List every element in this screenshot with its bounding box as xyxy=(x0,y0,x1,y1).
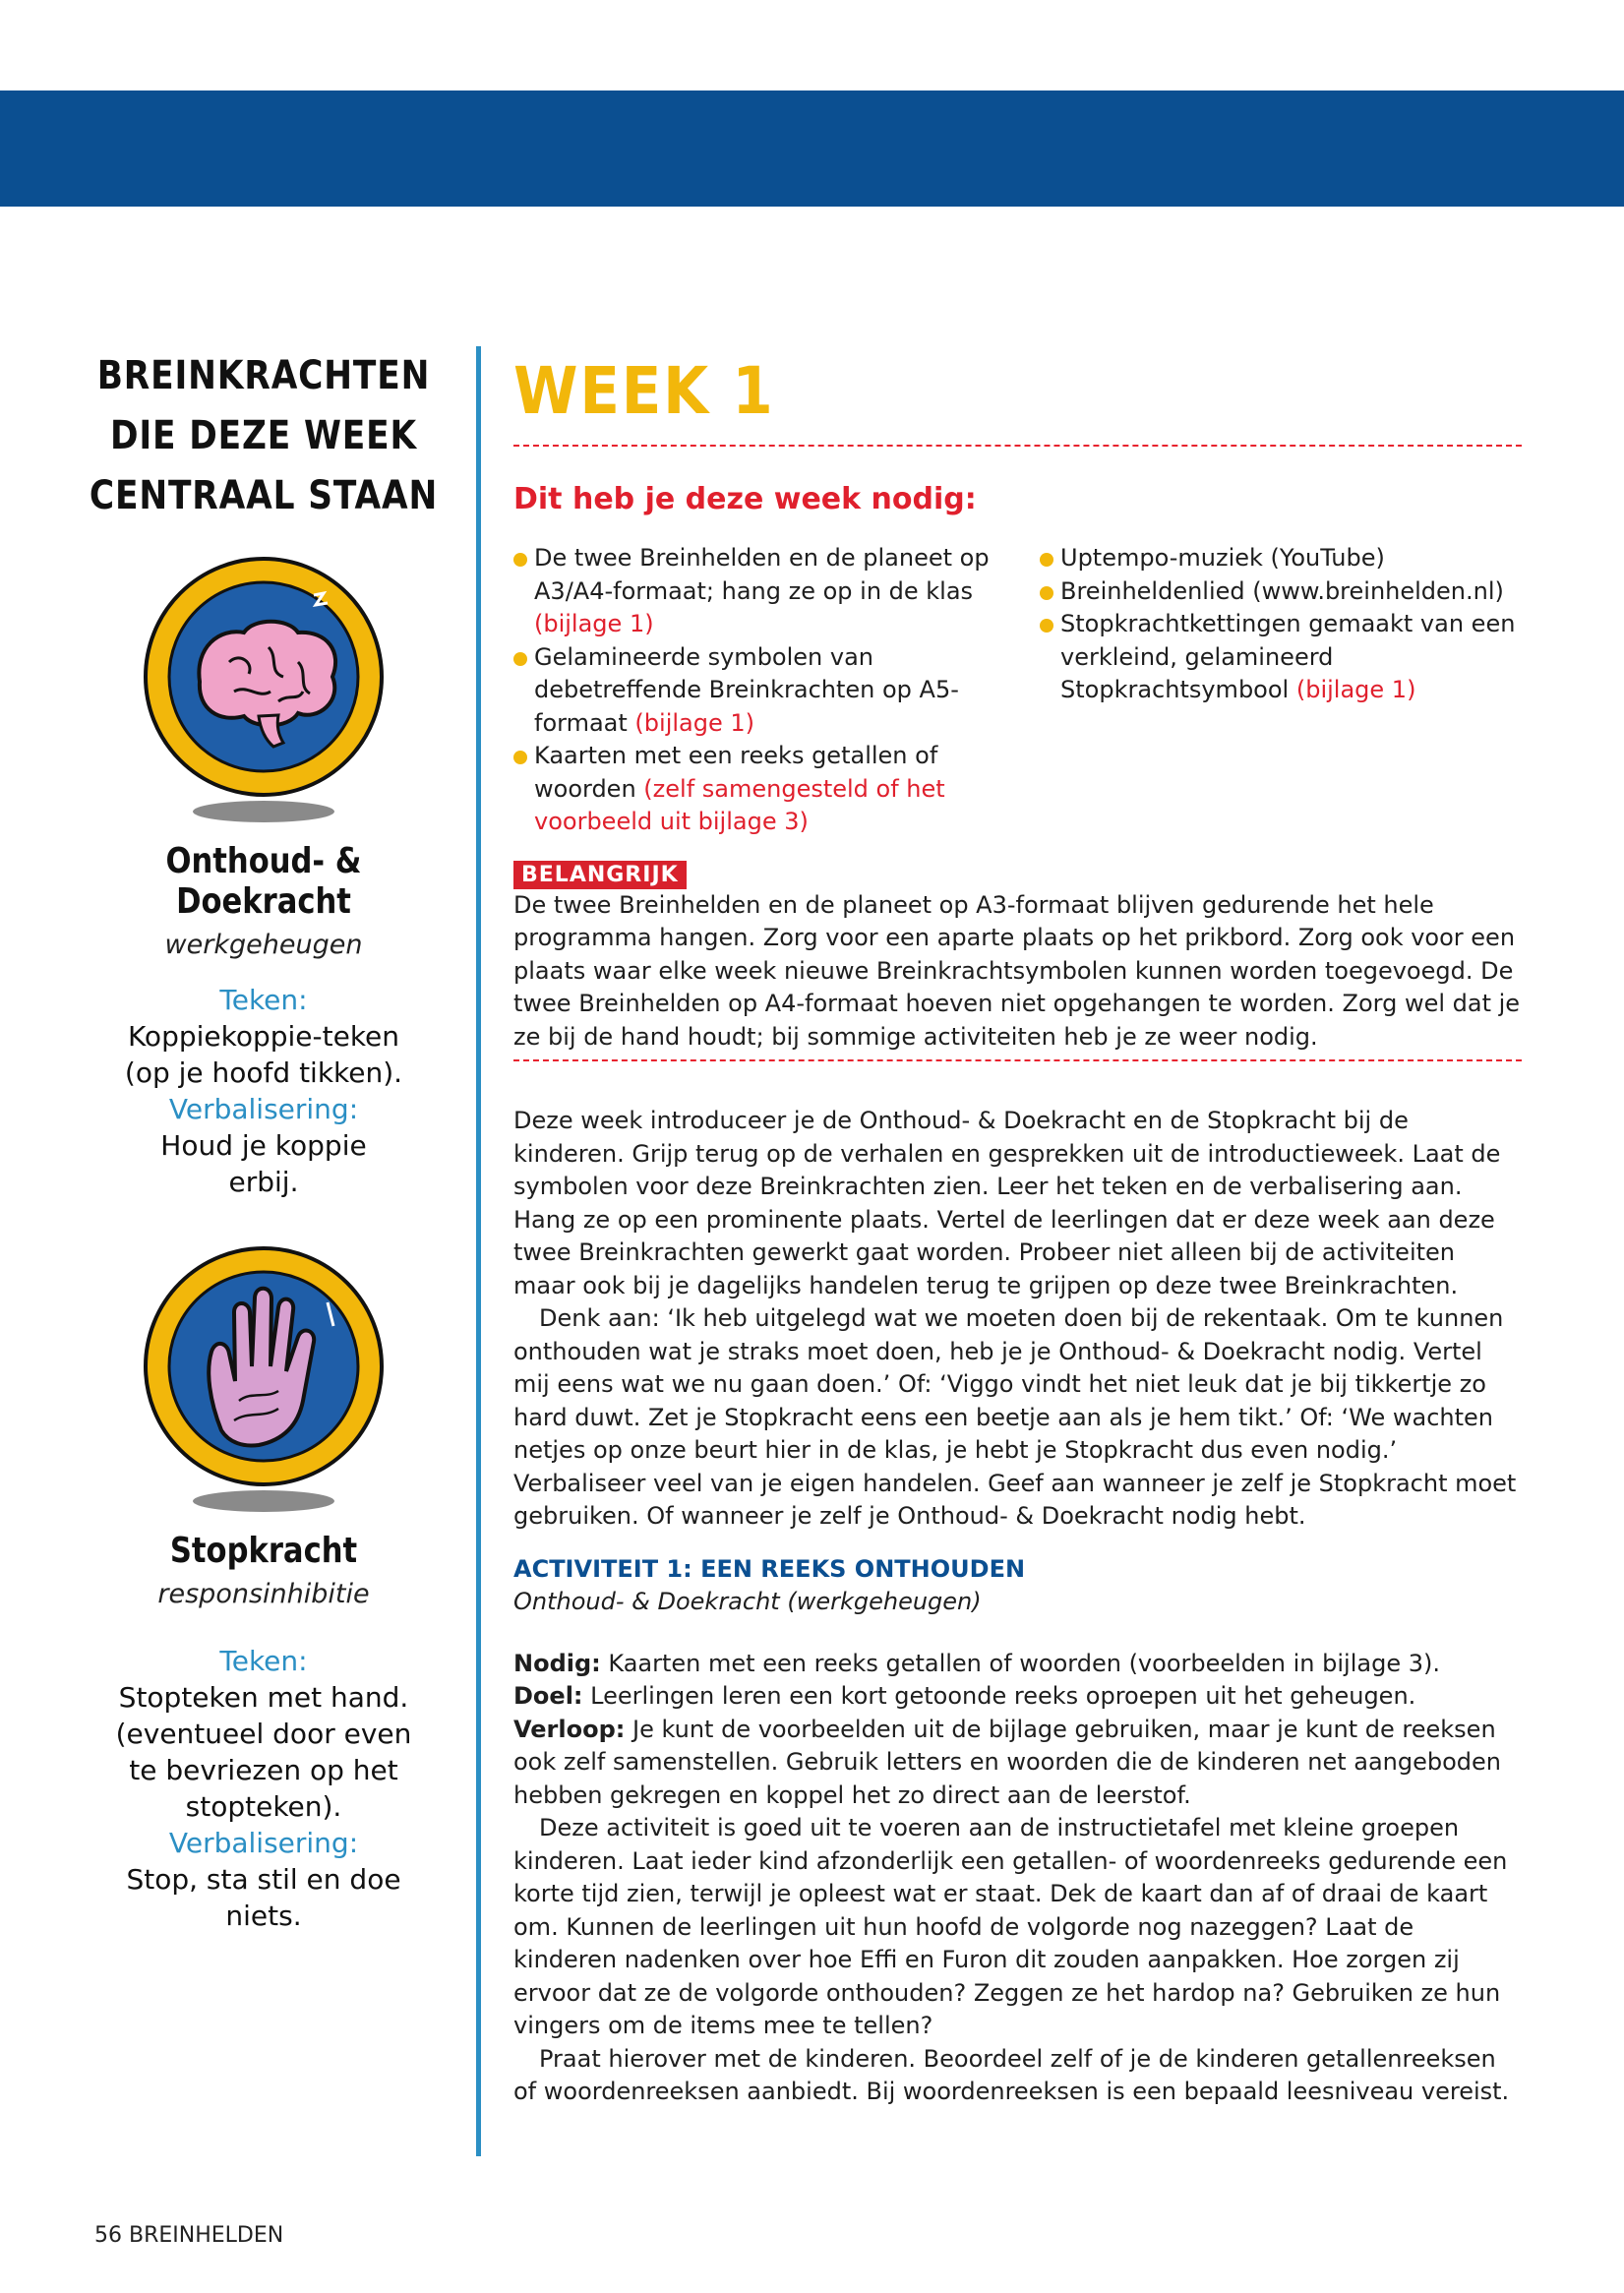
bullet-icon xyxy=(513,652,527,666)
needs-list xyxy=(513,542,1522,839)
main-content xyxy=(513,352,1522,2109)
activity-paragraph-2: Deze activiteit is goed uit te voeren aan de instructietafel met kleine groepen kinderen. Laat ieder kind afzonderlijk een getallen- of woordenreeks gedurende een korte tijd zien, terwijl je opleest wat er staat. Dek de kaart dan af of draai de kaart om. Kunnen de leerlingen uit hun hoofd de volgorde nog nazeggen? Laat de kinderen nadenken over hoe Effi en Furon dit zouden aanpakken. Hoe zorgen zij ervoor dat ze de volgorde onthouden? Zeggen ze het hardop na? Gebruiken ze hun vingers om de items mee te tellen? xyxy=(513,1814,1508,2039)
sidebar-title-line-1: BREINKRACHTEN xyxy=(96,353,431,398)
verloop-line: Verloop: Je kunt de voorbeelden uit de bijlage gebruiken, maar je kunt de reeksen ook zelf samenstellen. Gebruik letters en woorden die de kinderen net aangeboden hebben gekregen en koppel het zo direct aan de leerstof. xyxy=(513,1715,1502,1809)
list-item: Breinheldenlied (www.breinhelden.nl) xyxy=(1040,575,1522,609)
vertical-divider xyxy=(476,346,481,2156)
sidebar-title-line-2: DIE DEZE WEEK xyxy=(109,413,418,458)
activity-subtitle: Onthoud- & Doekracht (werkgeheugen) xyxy=(513,1587,982,1615)
list-item: Kaarten met een reeks getallen of woorden (zelf samengesteld of het voorbeeld uit bijlage 3) xyxy=(513,740,1040,839)
power-sub-stopkracht: responsinhibitie xyxy=(157,1579,370,1609)
list-item: Stopkrachtkettingen gemaakt van een verkleind, gelamineerd Stopkrachtsymbool (bijlage 1) xyxy=(1040,608,1522,707)
brain-badge-icon xyxy=(141,554,387,839)
bullet-icon xyxy=(1040,619,1053,633)
activity-paragraph-3: Praat hierover met de kinderen. Beoordeel zelf of je de kinderen getallenreeksen of woordenreeksen aanbiedt. Bij woordenreeksen is een bepaald leesniveau vereist. xyxy=(513,2044,1510,2105)
verbal-text: Stop, sta stil en doe niets. xyxy=(126,1863,401,1932)
teken-label: Teken: xyxy=(219,984,308,1016)
sidebar xyxy=(61,346,466,1934)
power-name-stopkracht: Stopkracht xyxy=(169,1531,358,1571)
verbal-label: Verbalisering: xyxy=(168,1093,359,1125)
dashed-divider xyxy=(513,1059,1522,1061)
list-item: Uptempo-muziek (YouTube) xyxy=(1040,542,1522,575)
sidebar-title-line-3: CENTRAAL STAAN xyxy=(89,473,439,518)
intro-paragraph-1: Deze week introduceer je de Onthoud- & Doekracht en de Stopkracht bij de kinderen. Grijp terug op de verhalen en gesprekken uit de introductieweek. Laat de symbolen voor deze Breinkrachten zien. Leer het teken en de verbalisering aan. Hang ze op een prominente plaats. Vertel de leerlingen dat er deze week aan deze twee Breinkrachten gewerkt gaat worden. Probeer niet alleen bij de activiteiten maar ook bij je dagelijks handelen terug te grijpen op deze twee Breinkrachten. xyxy=(513,1107,1501,1299)
top-banner xyxy=(0,91,1624,207)
dashed-divider xyxy=(513,445,1522,447)
bullet-icon xyxy=(1040,586,1053,600)
power-info-onthoud xyxy=(61,982,466,1200)
verbal-text: Houd je koppie erbij. xyxy=(160,1129,367,1198)
bullet-icon xyxy=(1040,553,1053,567)
nodig-line: Nodig: Kaarten met een reeks getallen of woorden (voorbeelden in bijlage 3). xyxy=(513,1649,1440,1677)
teken-text: Koppiekoppie-teken (op je hoofd tikken). xyxy=(124,1020,403,1089)
doel-line: Doel: Leerlingen leren een kort getoonde reeks oproepen uit het geheugen. xyxy=(513,1682,1416,1710)
belangrijk-badge: BELANGRIJK xyxy=(513,861,687,889)
page-footer: 56 BREINHELDEN xyxy=(94,2223,284,2248)
bullet-icon xyxy=(513,553,527,567)
activity-title: ACTIVITEIT 1: EEN REEKS ONTHOUDEN xyxy=(513,1554,1026,1583)
list-item: De twee Breinhelden en de planeet op A3/A4-formaat; hang ze op in de klas (bijlage 1) xyxy=(513,542,1040,641)
week-title: WEEK 1 xyxy=(513,353,775,429)
list-item: Gelamineerde symbolen van debetreffende Breinkrachten op A5-formaat (bijlage 1) xyxy=(513,641,1040,741)
belangrijk-text: De twee Breinhelden en de planeet op A3-formaat blijven gedurende het hele programma hangen. Zorg voor een aparte plaats op het prikbord. Zorg ook voor een plaats waar elke week nieuwe Breinkrachtsymbolen kunnen worden toegevoegd. De twee Breinhelden op A4-formaat hoeven niet opgehangen te worden. Zorg wel dat je ze bij de hand houdt; bij sommige activiteiten heb je ze weer nodig. xyxy=(513,890,1521,1051)
verbal-label: Verbalisering: xyxy=(168,1827,359,1859)
needs-title: Dit heb je deze week nodig: xyxy=(513,482,977,516)
teken-label: Teken: xyxy=(219,1645,308,1677)
teken-text: Stopteken met hand. (eventueel door even te bevriezen op het stopteken). xyxy=(115,1681,412,1823)
needs-column-1 xyxy=(513,542,1040,839)
power-sub-onthoud: werkgeheugen xyxy=(164,930,363,960)
power-info-stopkracht xyxy=(61,1643,466,1934)
bullet-icon xyxy=(513,751,527,764)
stop-hand-badge-icon xyxy=(141,1243,387,1529)
power-name-onthoud: Onthoud- & Doekracht xyxy=(165,841,362,922)
needs-column-2 xyxy=(1040,542,1522,839)
intro-paragraph-2: Denk aan: ‘Ik heb uitgelegd wat we moeten doen bij de rekentaak. Om te kunnen onthouden wat je straks moet doen, heb je je Onthoud- & Doekracht nodig. Vertel mij eens wat we nu gaan doen.’ Of: ‘Viggo vindt het niet leuk dat je bij tikkertje zo hard duwt. Zet je Stopkracht eens een beetje aan als je hem tikt.’ Of: ‘We wachten netjes op onze beurt hier in de klas, je hebt je Stopkracht dus even nodig.’ Verbaliseer veel van je eigen handelen. Geef aan wanneer je zelf je Stopkracht moet gebruiken. Of wanneer je zelf je Onthoud- & Doekracht nodig hebt. xyxy=(513,1304,1517,1530)
